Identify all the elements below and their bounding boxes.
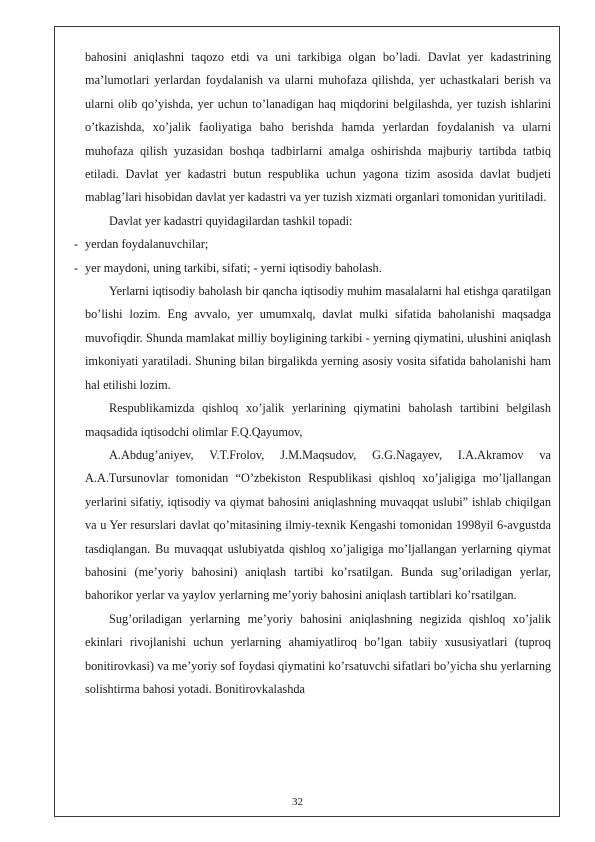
paragraph-economic-valuation: Yerlarni iqtisodiy baholash bir qancha iqtisodiy muhim masalalarni hal etishga qaratilgan bo’lishi lozim. Eng avvalo, yer umumxalq, davlat mulki sifatida baholanishi maqsadga muvofiqdir. Shunda mamlakat milliy boyligining tarkibi - yerning qiymatini, ulushini aniqlash imkoniyati yaratiladi. Shuning bilan birgalikda yerning asosiy vosita sifatida baholanishi ham hal etilishi lozim. [85, 284, 551, 392]
list-item [74, 233, 551, 256]
page-number: 32 [292, 796, 303, 808]
paragraph-cadastre-composition: Davlat yer kadastri quyidagilardan tashkil topadi: [109, 213, 353, 228]
list-item-text: yer maydoni, uning tarkibi, sifati; - yerni iqtisodiy baholash. [85, 260, 382, 275]
list-dash: - [74, 237, 79, 252]
paragraph-cadastre-data: bahosini aniqlashni taqozo etdi va uni tarkibiga olgan bo’ladi. Davlat yer kadastrining ma’lumotlari yerlardan foydalanish va ularni muhofaza qilishda, yer uchastkalari berish va ularni olib qo’yishda, yer uchun to’lanadigan haq miqdorini belgilashda, yer tuzish ishlarini o’tkazishda, xo’jalik faoliyatiga baho berishda hamda yerlardan foydalanish va ularni muhofaza qilish yuzasidan boshqa tadbirlarni amalga oshirishda majburiy tartibda tatbiq etiladi. Davlat yer kadastri butun respublika uchun yagona tizim asosida davlat budjeti mablag’lari hisobidan davlat yer kadastri va yer tuzish xizmati organlari tomonidan yuritiladi. [85, 50, 551, 205]
paragraph-valuation-scholars: Respublikamizda qishloq xo’jalik yerlarining qiymatini baholash tartibini belgilash maqsadida iqtisodchi olimlar F.Q.Qayumov, [85, 401, 551, 439]
list-dash: - [74, 260, 79, 275]
list-item [74, 257, 551, 280]
document-body [74, 46, 551, 701]
paragraph-temporary-method: A.Abdug’aniyev, V.T.Frolov, J.M.Maqsudov, G.G.Nagayev, I.A.Akramov va A.A.Tursunovlar tomonidan “O’zbekiston Respublikasi qishloq xo’jaligiga mo’ljallangan yerlarini sifatiy, iqtisodiy va qiymat bahosini aniqlashning muvaqqat uslubi” ishlab chiqilgan va u Yer resurslari davlat qo’mitasining ilmiy-texnik Kengashi tomonidan 1998yil 6-avgustda tasdiqlangan. Bu muvaqqat uslubiyatda qishloq xo’jaligiga mo’ljallangan yerlarning qiymat bahosini (me’yoriy bahosini) aniqlash tartibi ko’rsatilgan. Bunda sug’oriladigan yerlar, bahorikor yerlar va yaylov yerlarning me’yoriy bahosini aniqlash tartiblari ko’rsatilgan. [85, 447, 551, 603]
list-item-text: yerdan foydalanuvchilar; [85, 237, 209, 252]
paragraph-irrigated-lands: Sug’oriladigan yerlarning me’yoriy bahosini aniqlashning negizida qishloq xo’jalik ekinlari rivojlanishi uchun yerlarning ahamiyatliroq bo’lgan tabiiy xususiyatlari (tuproq bonitirovkasi) va me’yoriy sof foydasi qiymatini ko’rsatuvchi sifatlari bo’yicha shu yerlarning solishtirma bahosi yotadi. Bonitirovkalashda [85, 611, 551, 696]
